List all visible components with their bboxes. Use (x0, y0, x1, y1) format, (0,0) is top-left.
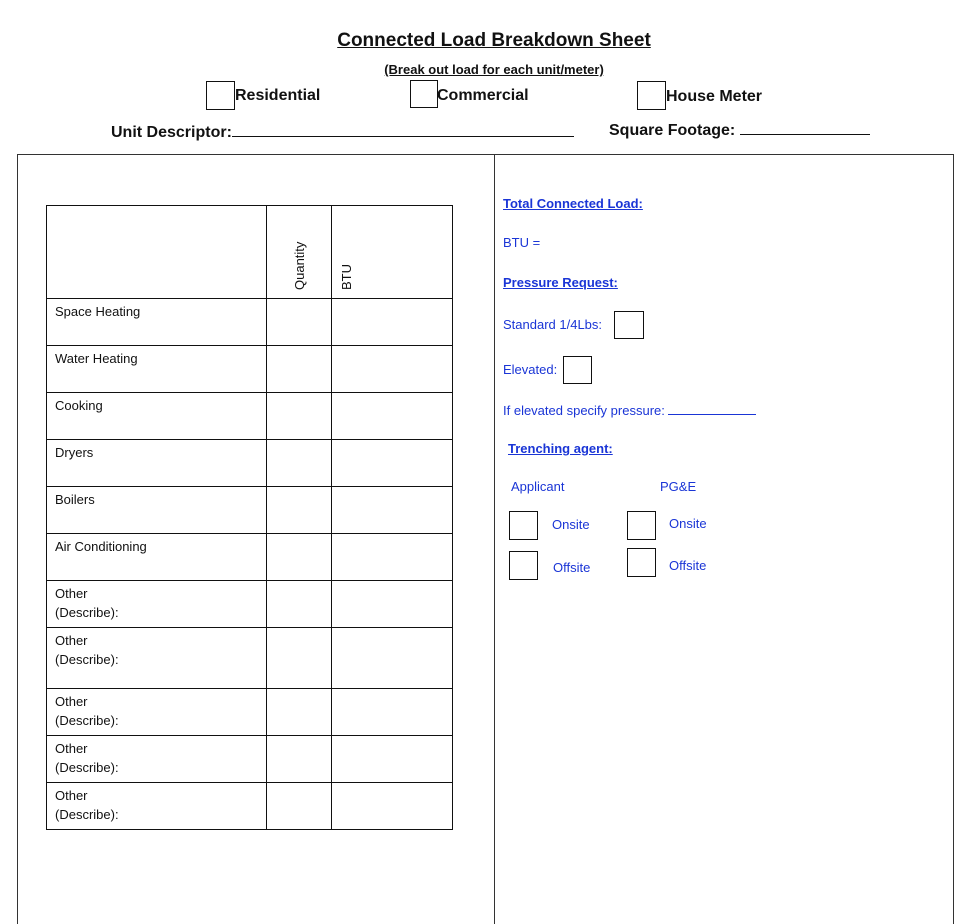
frame-left-border (17, 154, 18, 924)
commercial-label: Commercial (437, 87, 529, 104)
quantity-header: Quantity (292, 241, 307, 290)
table-row (47, 440, 453, 487)
elevated-pressure-field[interactable] (668, 402, 756, 415)
btu-cell[interactable] (332, 440, 453, 487)
row-label: Other (Describe): (55, 586, 119, 620)
quantity-cell[interactable] (267, 440, 332, 487)
standard-label: Standard 1/4Lbs: (503, 317, 603, 332)
frame-divider (494, 154, 495, 924)
row-label: Dryers (55, 445, 94, 460)
table-header-row (47, 206, 453, 299)
form-title: Connected Load Breakdown Sheet (337, 30, 651, 51)
pge-offsite-label: Offsite (669, 558, 707, 573)
applicant-offsite-checkbox[interactable] (509, 551, 538, 580)
standard-checkbox[interactable] (614, 311, 644, 339)
row-label: Other (Describe): (55, 694, 119, 728)
if-elevated-label: If elevated specify pressure: (503, 403, 665, 418)
elevated-checkbox[interactable] (563, 356, 592, 384)
btu-cell[interactable] (332, 346, 453, 393)
table-row (47, 628, 453, 689)
table-row (47, 689, 453, 736)
quantity-cell[interactable] (267, 393, 332, 440)
table-row (47, 534, 453, 581)
residential-checkbox[interactable] (206, 81, 235, 110)
btu-header: BTU (339, 264, 354, 290)
applicant-onsite-label: Onsite (552, 517, 590, 532)
btu-cell[interactable] (332, 736, 453, 783)
house-meter-checkbox[interactable] (637, 81, 666, 110)
row-label: Other (Describe): (55, 741, 119, 775)
btu-cell[interactable] (332, 783, 453, 830)
header-blank-cell (47, 206, 267, 299)
form-subtitle: (Break out load for each unit/meter) (384, 62, 604, 77)
quantity-cell[interactable] (267, 534, 332, 581)
commercial-checkbox[interactable] (410, 80, 438, 108)
btu-cell[interactable] (332, 628, 453, 689)
table-row (47, 487, 453, 534)
row-label: Water Heating (55, 351, 138, 366)
table-row (47, 299, 453, 346)
square-footage-label: Square Footage: (609, 122, 736, 139)
pge-offsite-checkbox[interactable] (627, 548, 656, 577)
pge-onsite-checkbox[interactable] (627, 511, 656, 540)
btu-cell[interactable] (332, 689, 453, 736)
row-label: Other (Describe): (55, 788, 119, 822)
row-label: Air Conditioning (55, 539, 147, 554)
quantity-cell[interactable] (267, 628, 332, 689)
unit-descriptor-row (111, 120, 574, 142)
btu-cell[interactable] (332, 534, 453, 581)
applicant-label: Applicant (511, 479, 565, 494)
quantity-cell[interactable] (267, 346, 332, 393)
btu-cell[interactable] (332, 487, 453, 534)
applicant-offsite-label: Offsite (553, 560, 591, 575)
table-row (47, 393, 453, 440)
table-row (47, 783, 453, 830)
pressure-request-heading: Pressure Request: (503, 275, 618, 290)
quantity-cell[interactable] (267, 736, 332, 783)
table-row (47, 346, 453, 393)
table-row (47, 581, 453, 628)
frame-top-border (17, 154, 954, 155)
pge-label: PG&E (660, 479, 697, 494)
unit-descriptor-label: Unit Descriptor: (111, 124, 232, 141)
row-label: Space Heating (55, 304, 141, 319)
load-table (46, 205, 453, 830)
residential-label: Residential (235, 87, 321, 104)
if-elevated-row (503, 402, 756, 418)
btu-cell[interactable] (332, 299, 453, 346)
total-connected-load-heading: Total Connected Load: (503, 196, 643, 211)
btu-label: BTU = (503, 235, 541, 250)
trenching-agent-heading: Trenching agent: (508, 441, 613, 456)
unit-descriptor-field[interactable] (232, 120, 574, 137)
quantity-cell[interactable] (267, 487, 332, 534)
row-label: Cooking (55, 398, 103, 413)
btu-cell[interactable] (332, 393, 453, 440)
btu-cell[interactable] (332, 581, 453, 628)
row-label: Boilers (55, 492, 95, 507)
quantity-cell[interactable] (267, 299, 332, 346)
applicant-onsite-checkbox[interactable] (509, 511, 538, 540)
header-btu-cell (332, 206, 453, 299)
quantity-cell[interactable] (267, 689, 332, 736)
elevated-label: Elevated: (503, 362, 558, 377)
pge-onsite-label: Onsite (669, 516, 707, 531)
square-footage-row (609, 118, 870, 140)
quantity-cell[interactable] (267, 581, 332, 628)
row-label: Other (Describe): (55, 633, 119, 667)
quantity-cell[interactable] (267, 783, 332, 830)
house-meter-label: House Meter (666, 88, 763, 105)
square-footage-field[interactable] (740, 118, 870, 135)
frame-right-border (953, 154, 954, 924)
table-row (47, 736, 453, 783)
header-quantity-cell (267, 206, 332, 299)
